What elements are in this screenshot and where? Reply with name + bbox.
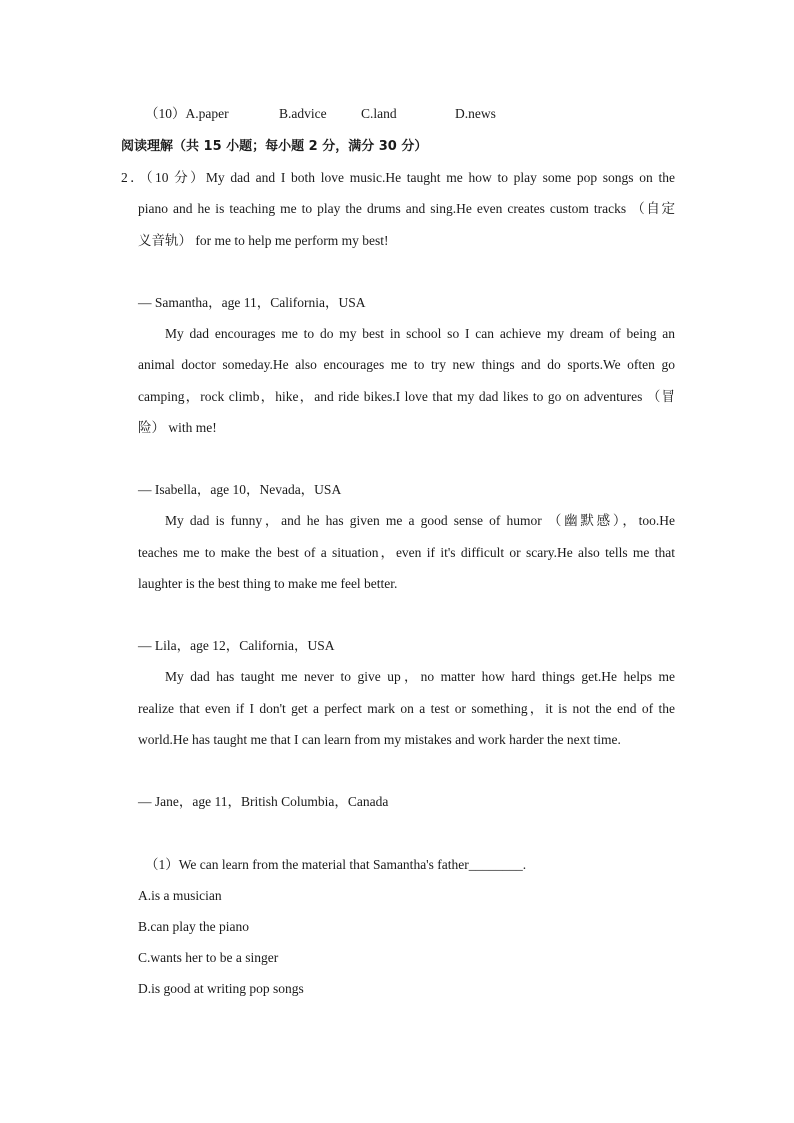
signature-lila: — Lila，age 12，California，USA [138,638,335,653]
question-line-1: 2．（10 分）My dad and I both love music.He taught me how to play some pop songs on the [121,170,675,185]
prev-option-c: C.land [361,106,397,121]
paragraph-3-line-3: world.He has taught me that I can learn from my mistakes and work harder the next time. [138,732,621,747]
question-line-3: 义音轨） for me to help me perform my best! [138,233,389,248]
sub-question-option-d: D.is good at writing pop songs [138,981,304,996]
question-line-2: piano and he is teaching me to play the drums and sing.He even creates custom tracks （自定 [138,201,675,216]
paragraph-3-line-1: My dad has taught me never to give up，no matter how hard things get.He helps me [165,669,675,684]
paragraph-1-line-2: animal doctor someday.He also encourages me to try new things and do sports.We often go [138,357,675,372]
sub-question-option-b: B.can play the piano [138,919,249,934]
paragraph-1-line-3: camping，rock climb，hike，and ride bikes.I love that my dad likes to go on adventures （冒 [138,389,675,404]
signature-isabella: — Isabella，age 10，Nevada，USA [138,482,342,497]
paragraph-1-line-1: My dad encourages me to do my best in school so I can achieve my dream of being an [165,326,675,341]
paragraph-3-line-2: realize that even if I don't get a perfect mark on a test or something，it is not the end of the [138,701,675,716]
sub-question-stem: （1）We can learn from the material that Samantha's father________. [145,857,527,872]
paragraph-2-line-2: teaches me to make the best of a situation，even if it's difficult or scary.He also tells me that [138,545,675,560]
paragraph-2-line-3: laughter is the best thing to make me feel better. [138,576,398,591]
prev-option-b: B.advice [279,106,327,121]
sub-question-option-a: A.is a musician [138,888,222,903]
paragraph-2-line-1: My dad is funny，and he has given me a good sense of humor （幽默感），too.He [165,513,675,528]
prev-option-a: （10）A.paper [145,106,229,121]
prev-option-d: D.news [455,106,496,121]
signature-samantha: — Samantha，age 11，California，USA [138,295,366,310]
section-header: 阅读理解（共 15 小题；每小题 2 分，满分 30 分） [121,139,428,154]
signature-jane: — Jane，age 11，British Columbia，Canada [138,794,389,809]
sub-question-option-c: C.wants her to be a singer [138,950,279,965]
paragraph-1-line-4: 险） with me! [138,420,217,435]
